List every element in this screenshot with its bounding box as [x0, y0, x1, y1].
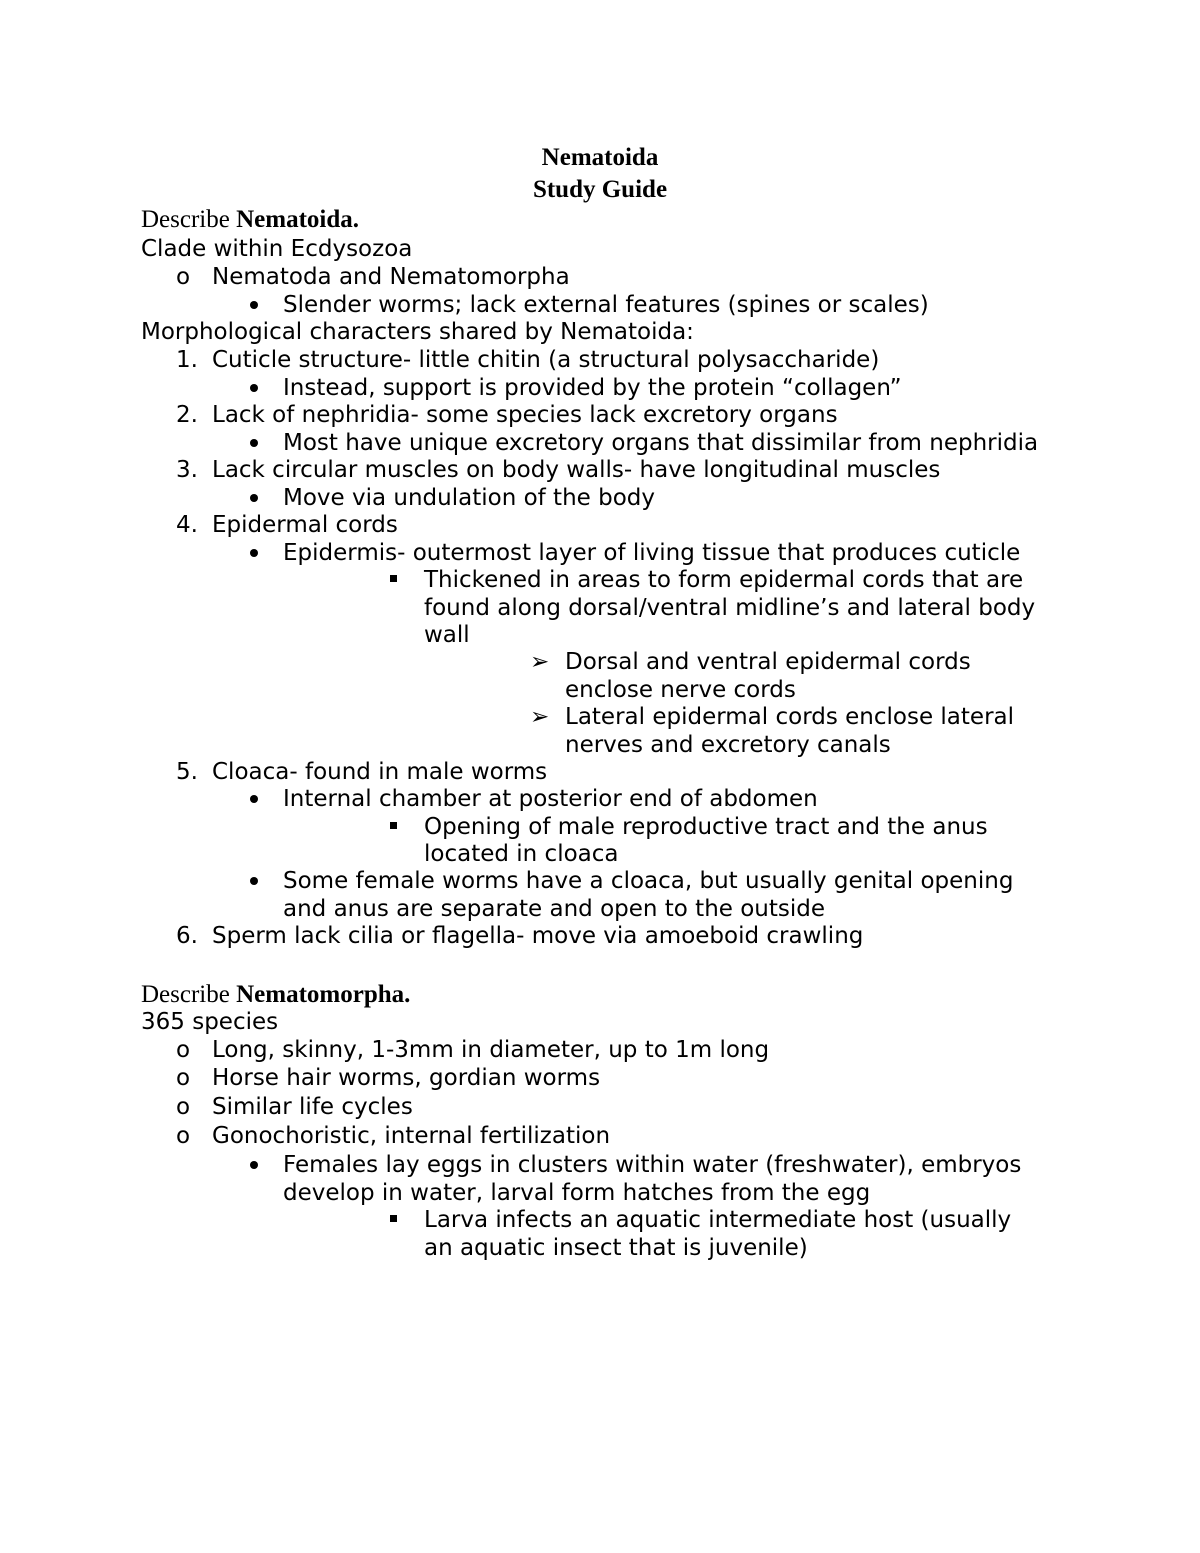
- circle-bullet-icon: o: [176, 1037, 191, 1063]
- list-number: 4.: [176, 512, 198, 538]
- list-item-continuation: wall: [424, 622, 470, 648]
- list-item: Lateral epidermal cords enclose lateral: [565, 704, 1015, 730]
- bullet-dot-icon: [250, 549, 258, 557]
- list-item: Opening of male reproductive tract and the anus: [424, 814, 988, 840]
- list-item: Dorsal and ventral epidermal cords: [565, 649, 971, 675]
- numbered-item: Epidermal cords: [212, 512, 398, 538]
- list-item: Most have unique excretory organs that dissimilar from nephridia: [283, 430, 1039, 456]
- circle-bullet-icon: o: [176, 1065, 191, 1091]
- list-item-continuation: nerves and excretory canals: [565, 732, 891, 758]
- list-item: Nematoda and Nematomorpha: [212, 264, 570, 290]
- list-item: Females lay eggs in clusters within water (freshwater), embryos: [283, 1152, 1022, 1178]
- list-number: 3.: [176, 457, 198, 483]
- bullet-dot-icon: [250, 384, 258, 392]
- text-line: Clade within Ecdysozoa: [141, 236, 413, 262]
- square-bullet-icon: [390, 1215, 397, 1222]
- numbered-item: Sperm lack cilia or flagella- move via amoeboid crawling: [212, 923, 864, 949]
- list-item: Gonochoristic, internal fertilization: [212, 1123, 611, 1149]
- bullet-dot-icon: [250, 439, 258, 447]
- list-number: 1.: [176, 347, 198, 373]
- list-number: 6.: [176, 923, 198, 949]
- circle-bullet-icon: o: [176, 1094, 191, 1120]
- list-item-continuation: and anus are separate and open to the outside: [283, 896, 826, 922]
- list-item-continuation: an aquatic insect that is juvenile): [424, 1235, 808, 1261]
- list-item: Slender worms; lack external features (spines or scales): [283, 292, 929, 318]
- list-item: Larva infects an aquatic intermediate host (usually: [424, 1207, 1012, 1233]
- arrow-bullet-icon: ➢: [530, 649, 550, 675]
- arrow-bullet-icon: ➢: [530, 704, 550, 730]
- section-heading-nematoida: [141, 206, 359, 234]
- bullet-dot-icon: [250, 877, 258, 885]
- numbered-item: Cloaca- found in male worms: [212, 759, 548, 785]
- list-item: Some female worms have a cloaca, but usually genital opening: [283, 868, 1014, 894]
- circle-bullet-icon: o: [176, 264, 191, 290]
- heading-term: Nematoida.: [236, 206, 359, 233]
- list-item-continuation: develop in water, larval form hatches from the egg: [283, 1180, 871, 1206]
- list-number: 5.: [176, 759, 198, 785]
- heading-term: Nematomorpha.: [236, 981, 411, 1008]
- list-item-continuation: located in cloaca: [424, 841, 619, 867]
- numbered-item: Lack circular muscles on body walls- have longitudinal muscles: [212, 457, 941, 483]
- list-item-continuation: found along dorsal/ventral midline’s and lateral body: [424, 595, 1036, 621]
- section-heading-nematomorpha: [141, 981, 410, 1009]
- square-bullet-icon: [390, 575, 397, 582]
- list-item: Internal chamber at posterior end of abdomen: [283, 786, 818, 812]
- heading-prefix: Describe: [141, 981, 237, 1008]
- square-bullet-icon: [390, 822, 397, 829]
- list-item: Long, skinny, 1-3mm in diameter, up to 1m long: [212, 1037, 770, 1063]
- list-item: Instead, support is provided by the protein “collagen”: [283, 375, 902, 401]
- list-item: Thickened in areas to form epidermal cords that are: [424, 567, 1024, 593]
- document-title: Nematoida: [541, 144, 659, 171]
- list-item: Similar life cycles: [212, 1094, 413, 1120]
- text-line: Morphological characters shared by Nematoida:: [141, 319, 694, 345]
- list-number: 2.: [176, 402, 198, 428]
- list-item: Epidermis- outermost layer of living tissue that produces cuticle: [283, 540, 1021, 566]
- bullet-dot-icon: [250, 1161, 258, 1169]
- text-line: 365 species: [141, 1009, 279, 1035]
- circle-bullet-icon: o: [176, 1123, 191, 1149]
- bullet-dot-icon: [250, 494, 258, 502]
- bullet-dot-icon: [250, 301, 258, 309]
- numbered-item: Lack of nephridia- some species lack excretory organs: [212, 402, 838, 428]
- heading-prefix: Describe: [141, 206, 237, 233]
- document-subtitle: Study Guide: [532, 176, 668, 203]
- list-item: Move via undulation of the body: [283, 485, 655, 511]
- bullet-dot-icon: [250, 795, 258, 803]
- numbered-item: Cuticle structure- little chitin (a structural polysaccharide): [212, 347, 880, 373]
- list-item-continuation: enclose nerve cords: [565, 677, 796, 703]
- list-item: Horse hair worms, gordian worms: [212, 1065, 601, 1091]
